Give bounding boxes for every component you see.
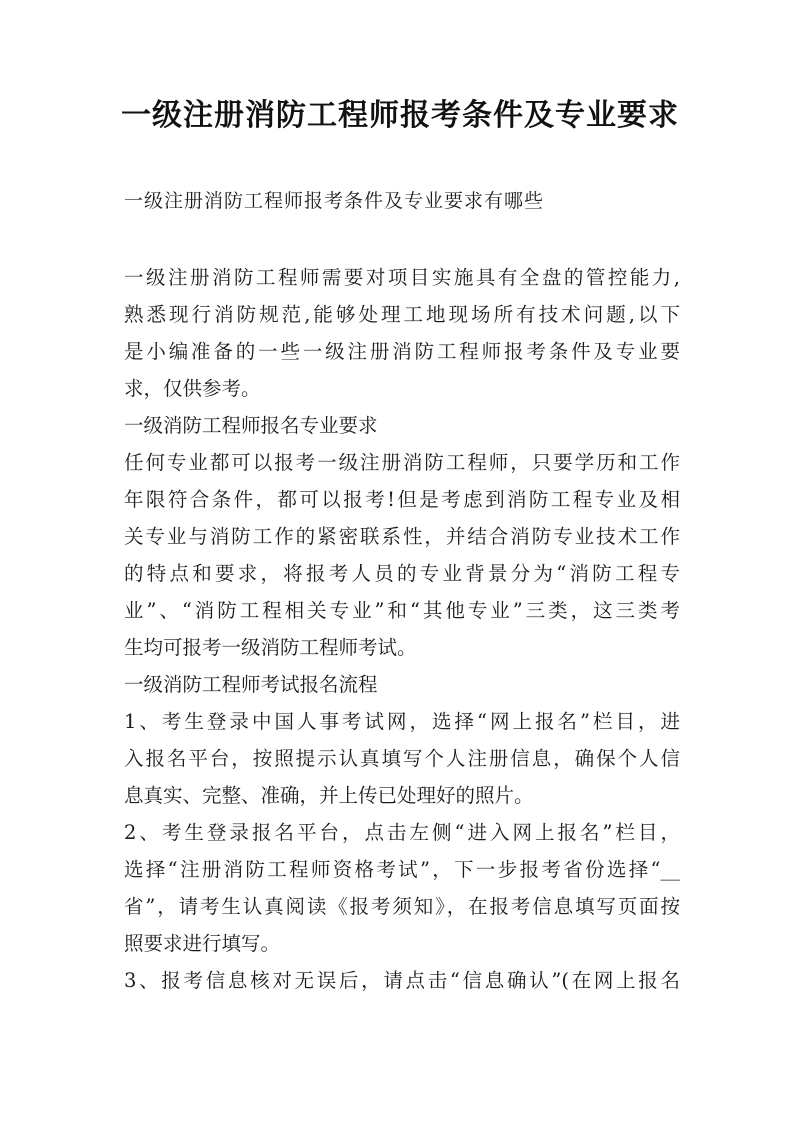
body-line: 入报名平台，按照提示认真填写个人注册信息，确保个人信 (124, 747, 680, 770)
body-line: 省”，请考生认真阅读《报考须知》，在报考信息填写页面按 (124, 895, 680, 918)
body-line: 的特点和要求，将报考人员的专业背景分为“消防工程专 (124, 562, 680, 585)
document-title: 一级注册消防工程师报考条件及专业要求 (121, 98, 679, 133)
body-line: 1、考生登录中国人事考试网，选择“网上报名”栏目，进 (124, 710, 680, 733)
document-subtitle: 一级注册消防工程师报考条件及专业要求有哪些 (124, 190, 545, 212)
body-line: 选择“注册消防工程师资格考试”，下一步报考省份选择“__ (124, 858, 680, 881)
body-line: 是小编准备的一些一级注册消防工程师报考条件及专业要 (124, 340, 680, 363)
document-body (124, 259, 680, 999)
body-line: 一级注册消防工程师需要对项目实施具有全盘的管控能力, (124, 266, 680, 289)
body-line: 熟悉现行消防规范,能够处理工地现场所有技术问题,以下 (124, 303, 680, 326)
body-line: 求，仅供参考。 (124, 377, 261, 400)
section-heading-major-requirements: 一级消防工程师报名专业要求 (124, 414, 378, 437)
body-line: 年限符合条件，都可以报考!但是考虑到消防工程专业及相 (124, 488, 680, 511)
body-line: 2、考生登录报名平台，点击左侧“进入网上报名”栏目， (124, 821, 680, 844)
body-line: 照要求进行填写。 (124, 932, 281, 955)
body-line: 生均可报考一级消防工程师考试。 (124, 636, 417, 659)
body-line: 任何专业都可以报考一级注册消防工程师，只要学历和工作 (124, 451, 680, 474)
body-line: 关专业与消防工作的紧密联系性，并结合消防专业技术工作 (124, 525, 680, 548)
body-line: 息真实、完整、准确，并上传已处理好的照片。 (124, 784, 534, 807)
body-line: 3、报考信息核对无误后，请点击“信息确认”(在网上报名 (124, 969, 680, 992)
section-heading-registration-process: 一级消防工程师考试报名流程 (124, 673, 378, 696)
body-line: 业”、“消防工程相关专业”和“其他专业”三类，这三类考 (124, 599, 680, 622)
